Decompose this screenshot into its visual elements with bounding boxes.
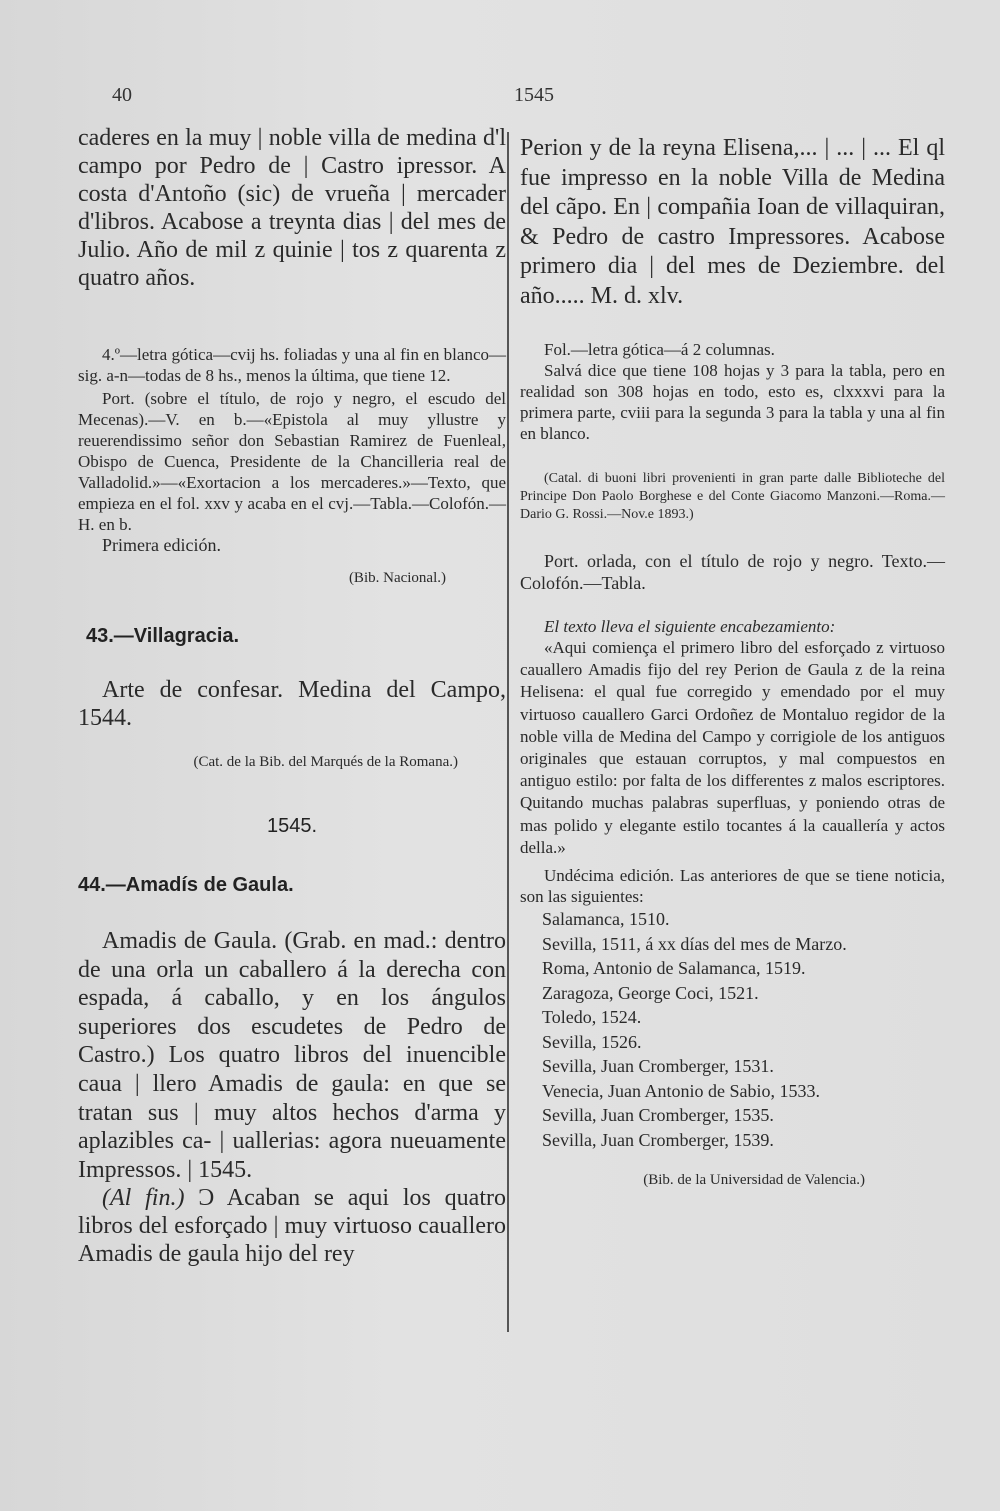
edition-item: Salamanca, 1510. [542,909,670,930]
title-page-note: Port. orlada, con el título de rojo y negro. Texto.—Colofón.—Tabla. [520,551,945,593]
citation-univ-valencia: (Bib. de la Universidad de Valencia.) [643,1172,865,1189]
catalogue-citation: (Catal. di buoni libri provenienti in gran parte dalle Biblioteche del Principe Don Paolo Borghese e del Conte Giacomo Manzoni.—Roma.—Dario G. Rossi.—Nov.e 1893.) [520,471,945,522]
left-column [78,124,506,1268]
entry-43-title: Arte de confesar. Medina del Campo, 1544. [78,677,506,731]
edition-note: Primera edición. [102,535,221,555]
previous-editions-list [520,907,945,1152]
colophon-text-right: Perion y de la reyna Elisena,... | ... | ... El ql fue impresso en la noble Villa de Medina del cãpo. En | compañia Ioan de villaquiran, & Pedro de castro Impressores. Acabose primero dia | del mes de Deziembre. del año..... M. d. xlv. [520,135,945,309]
salva-note: Salvá dice que tiene 108 hojas y 3 para la tabla, pero en realidad son 308 hojas en todo, esto es, clxxxvi para la primera parte, cviii para la segunda 3 para la tabla y una al fin en blanco. [520,361,945,443]
edition-item: Sevilla, Juan Cromberger, 1531. [542,1056,774,1077]
edition-item: Sevilla, 1511, á xx días del mes de Marzo. [542,933,847,954]
colophon-label: (Al fin.) [102,1185,185,1212]
entry-44-title: Amadis de Gaula. (Grab. en mad.: dentro de una orla un caballero á la derecha con espada, á caballo, y en los ángulos superiores dos escudetes de Pedro de Castro.) Los quatro libros del inuencible caua | llero Amadis de gaula: en que se tratan sus | muy altos hechos d'arma y aplazibles ca- | uallerias: agora nueuamente Impressos. | 1545. [78,928,506,1183]
page-number: 40 [112,84,132,106]
heading-intro: El texto lleva el siguiente encabezamiento: [544,617,836,636]
running-head-year: 1545 [514,84,554,106]
edition-item: Toledo, 1524. [542,1007,642,1028]
right-column [520,134,945,1189]
edition-item: Venecia, Juan Antonio de Sabio, 1533. [542,1080,820,1101]
edition-item: Sevilla, Juan Cromberger, 1535. [542,1105,774,1126]
entry-44-heading: 44.—Amadís de Gaula. [78,874,294,896]
contents-description: Port. (sobre el título, de rojo y negro, el escudo del Mecenas).—V. en b.—«Epistola al muy yllustre y reuerendissimo señor don Sebastian Ramirez de Fuenleal, Obispo de Cuenca, Presidente de la Chancilleria real de Valladolid.»—«Exortacion a los mercaderes.»—Texto, que empieza en el fol. xxv y acaba en el cvj.—Tabla.—Colofón.—H. en b. [78,389,506,534]
colophon-continuation: caderes en la muy | noble villa de medina d'l campo por Pedro de | Castro ipressor. A costa d'Antoño (sic) de vrueña | mercader d'libros. Acabose a treynta dias | del mes de Julio. Año de mil z quinie | tos z quarenta z quatro años. [78,125,506,291]
physical-description: 4.º—letra gótica—cvij hs. foliadas y una al fin en blanco—sig. a-n—todas de 8 hs., menos la última, que tiene 12. [78,345,506,385]
entry-43-heading: 43.—Villagracia. [86,625,240,647]
year-section-heading: 1545. [266,815,318,837]
citation-marques-romana: (Cat. de la Bib. del Marqués de la Romana.) [193,754,458,770]
edition-item: Roma, Antonio de Salamanca, 1519. [542,958,806,979]
edition-item: Sevilla, 1526. [542,1031,642,1052]
heading-quote: «Aqui comiença el primero libro del esforçado z virtuoso cauallero Amadis fijo del rey Perion de Gaula z de la reina Helisena: el qual fue corregido y emendado por el muy virtuoso cauallero Garci Ordoñez de Montaluo regidor de la noble villa de Medina del Campo y corrigiole de los antiguos originales que estauan corruptos, y mal compuestos en antiguo estilo: por falta de los differentes z malos escriptores. Quitando muchas palabras superfluas, y poniendo otras de mas polido y elegante estilo tocantes á la cauallería y actos della.» [520,638,945,857]
edition-count: Undécima edición. Las anteriores de que se tiene noticia, son las siguientes: [520,866,945,907]
entry-44-colophon [78,1184,506,1268]
edition-item: Sevilla, Juan Cromberger, 1539. [542,1129,774,1150]
column-divider [507,132,509,1332]
citation-bib-nacional: (Bib. Nacional.) [348,570,446,586]
edition-item: Zaragoza, George Coci, 1521. [542,982,759,1003]
colophon-text: Ɔ Acaban se aqui los quatro libros del esforçado | muy virtuoso cauallero Amadis de gaula hijo del rey [78,1185,506,1268]
format-description: Fol.—letra gótica—á 2 columnas. [544,340,775,359]
